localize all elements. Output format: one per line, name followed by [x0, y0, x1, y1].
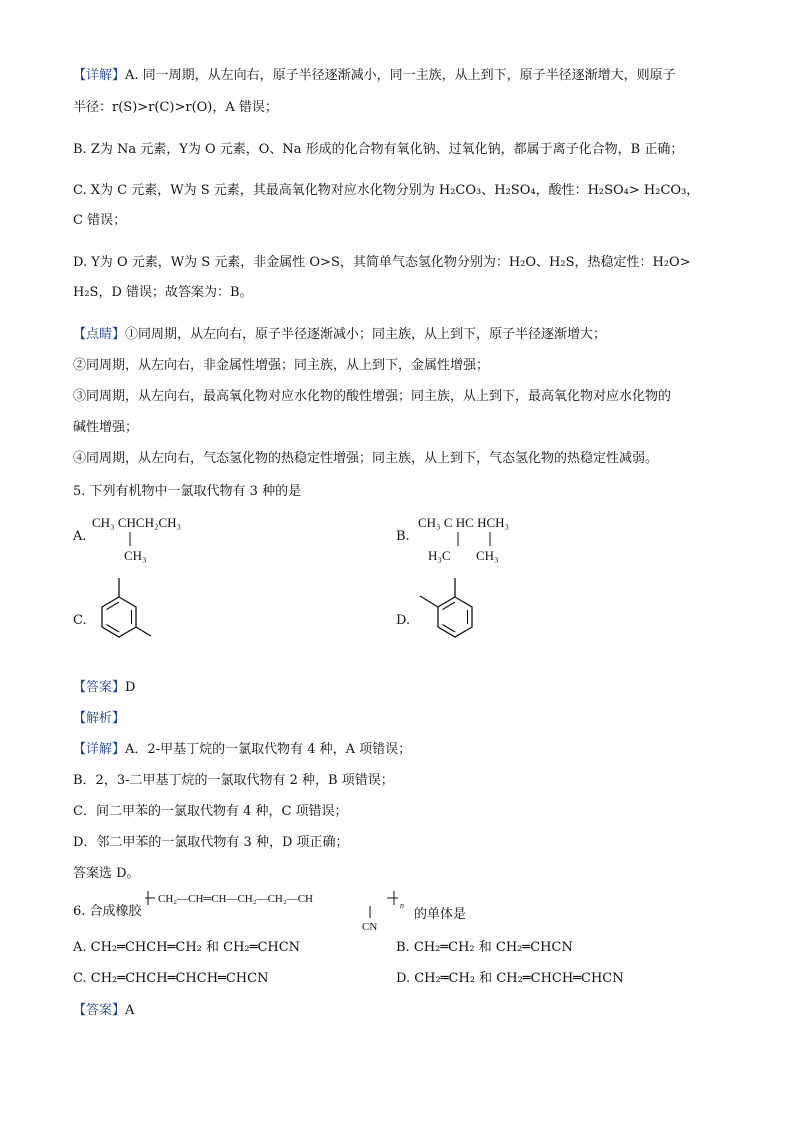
q4-point-line-3a: ③同周期，从左向右，最高氧化物对应水化物的酸性增强；同主族，从上到下，最高氧化物对应水化物的 [73, 389, 672, 404]
q6-pendant-cn: CN [362, 921, 378, 933]
q5-detail-tag: 【详解】 [73, 742, 126, 757]
q6-stem-suffix: 的单体是 [414, 907, 467, 922]
q5-a-branch: CH₃ [124, 548, 147, 563]
q5-answer-line [73, 679, 135, 697]
q6-stem-prefix: 6. 合成橡胶 [73, 904, 142, 919]
q5-a-main-chain: CH₃ CHCH₂CH₃ [92, 515, 182, 530]
q5-b-main-chain: CH₃ C HC HCH₃ [418, 515, 510, 530]
q5-detail-1-text: A．2-甲基丁烷的一氯取代物有 4 种，A 项错误； [125, 742, 412, 757]
q6-polymer-structure [142, 886, 412, 934]
q5-detail-line-4: D．邻二甲苯的一氯取代物有 3 种，D 项正确； [73, 835, 349, 850]
q6-answer-line [73, 1002, 134, 1020]
q6-subscript-n: n [400, 901, 404, 910]
q6-option-a: A. CH₂═CHCH═CH₂ 和 CH₂═CHCN [73, 940, 301, 955]
q4-point-line-2: ②同周期，从左向右，非金属性增强；同主族，从上到下，金属性增强； [73, 358, 490, 373]
q4-detail-line-c1: C. X为 C 元素，W为 S 元素，其最高氧化物对应水化物分别为 H₂CO₃、H₂SO₄，酸性：H₂SO₄> H₂CO₃， [73, 183, 700, 198]
q5-detail-line-1 [73, 741, 411, 759]
q4-point-line-3b: 碱性增强； [73, 420, 139, 435]
q4-detail-line-c2: C 错误； [73, 213, 127, 228]
q5-answer-tag: 【答案】 [73, 680, 126, 695]
q5-structure-a [88, 510, 228, 566]
q5-detail-line-5: 答案选 D。 [73, 866, 140, 881]
q4-detail-line-d1: D. Y为 O 元素，W为 S 元素，非金属性 O>S，其简单气态氢化物分别为：H₂O、H₂S，热稳定性：H₂O> [73, 255, 691, 270]
q5-option-c-label: C. [73, 613, 87, 628]
q5-analysis-tag: 【解析】 [73, 711, 126, 726]
q4-line-a1-text: A. 同一周期，从左向右，原子半径逐渐减小，同一主族，从上到下，原子半径逐渐增大，则原子 [125, 68, 676, 83]
q4-detail-line-a2: 半径：r(S)>r(C)>r(O)，A 错误； [73, 100, 278, 115]
q4-detail-tag: 【详解】 [73, 68, 126, 83]
q4-detail-line-b: B. Z为 Na 元素，Y为 O 元素，O、Na 形成的化合物有氧化钠、过氧化钠，都属于离子化合物，B 正确； [73, 142, 684, 157]
q5-answer-value: D [125, 680, 136, 695]
q4-detail-line-d2: H₂S，D 错误；故答案为：B。 [73, 285, 253, 300]
q5-detail-line-2: B．2，3-二甲基丁烷的一氯取代物有 2 种，B 项错误； [73, 773, 394, 788]
q5-stem: 5. 下列有机物中一氯取代物有 3 种的是 [73, 484, 302, 499]
q4-point-tag: 【点睛】 [73, 327, 126, 342]
q6-option-c: C. CH₂═CHCH═CHCH═CHCN [73, 971, 269, 986]
q5-detail-line-3: C．间二甲苯的一氯取代物有 4 种，C 项错误； [73, 804, 348, 819]
q4-point-1-text: ①同周期，从左向右，原子半径逐渐减小；同主族，从上到下，原子半径逐渐增大； [125, 327, 607, 342]
q5-option-a-label: A. [73, 529, 87, 544]
q5-b-branch-2: CH₃ [476, 548, 499, 563]
q4-detail-line-a1 [73, 67, 676, 85]
q6-polymer-chain: CH₂—CH═CH—CH₂—CH₂—CH [158, 893, 313, 905]
q6-option-d: D. CH₂═CH₂ 和 CH₂═CHCH═CHCN [396, 971, 624, 986]
q4-point-line-1 [73, 326, 606, 344]
q6-answer-value: A [125, 1003, 135, 1018]
q4-point-line-4: ④同周期，从左向右，气态氢化物的热稳定性增强；同主族，从上到下，气态氢化物的热稳定性减弱。 [73, 451, 659, 466]
q6-answer-tag: 【答案】 [73, 1003, 126, 1018]
q5-b-branch-1: H₃C [428, 548, 451, 563]
q5-option-b-label: B. [396, 529, 410, 544]
q6-option-b: B. CH₂═CH₂ 和 CH₂═CHCN [396, 940, 573, 955]
q5-option-d-label: D. [396, 613, 411, 628]
q5-structure-c-meta-xylene [88, 574, 168, 666]
q5-structure-d-ortho-xylene [414, 574, 494, 666]
q5-structure-b [414, 510, 564, 566]
